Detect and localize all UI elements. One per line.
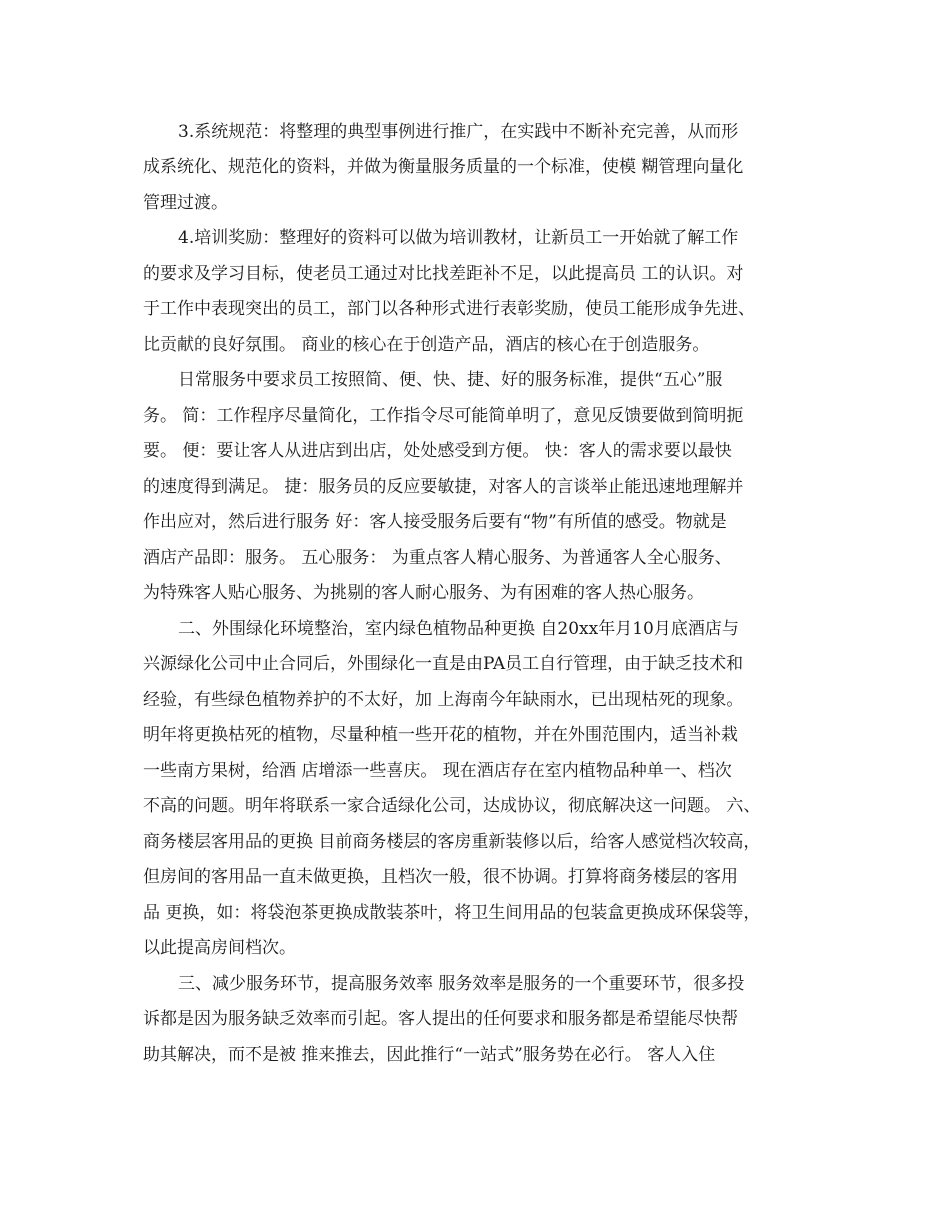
- text-line: 务。 简：工作程序尽量简化，工作指令尽可能简单明了，意见反馈要做到简明扼: [143, 406, 744, 426]
- text-line: 商务楼层客用品的更换 目前商务楼层的客房重新装修以后，给客人感觉档次较高，: [143, 832, 761, 852]
- text-line: 品 更换，如：将袋泡茶更换成散装茶叶，将卫生间用品的包装盒更换成环保袋等，: [143, 903, 761, 923]
- text-line: 要。 便：要让客人从进店到出店，处处感受到方便。 快：客人的需求要以最快: [143, 441, 732, 461]
- text-line: 作出应对，然后进行服务 好：客人接受服务后要有“物”有所值的感受。物就是: [143, 512, 727, 532]
- text-line: 管理过渡。: [143, 193, 228, 213]
- text-line: 一些南方果树，给酒 店增添一些喜庆。 现在酒店存在室内植物品种单一、档次: [143, 761, 732, 781]
- text-line: 的要求及学习目标，使老员工通过对比找差距补不足，以此提高员 工的认识。对: [143, 264, 744, 284]
- text-line: 的速度得到满足。 捷：服务员的反应要敏捷，对客人的言谈举止能迅速地理解并: [143, 477, 744, 497]
- text-line: 日常服务中要求员工按照简、便、快、捷、好的服务标准，提供“五心”服: [178, 370, 723, 390]
- text-line: 兴源绿化公司中止合同后，外围绿化一直是由PA员工自行管理，由于缺乏技术和: [143, 654, 744, 674]
- text-line: 三、减少服务环节，提高服务效率 服务效率是服务的一个重要环节，很多投: [178, 974, 745, 994]
- text-line: 于工作中表现突出的员工，部门以各种形式进行表彰奖励，使员工能形成争先进、: [143, 299, 755, 319]
- text-line: 酒店产品即：服务。 五心服务： 为重点客人精心服务、为普通客人全心服务、: [143, 548, 732, 568]
- text-line: 明年将更换枯死的植物，尽量种植一些开花的植物，并在外围范围内，适当补栽: [143, 725, 738, 745]
- text-line: 但房间的客用品一直未做更换，且档次一般，很不协调。打算将商务楼层的客用: [143, 867, 738, 887]
- text-line: 诉都是因为服务缺乏效率而引起。客人提出的任何要求和服务都是希望能尽快帮: [143, 1009, 738, 1029]
- text-line: 为特殊客人贴心服务、为挑剔的客人耐心服务、为有困难的客人热心服务。: [143, 583, 704, 603]
- text-line: 经验，有些绿色植物养护的不太好，加 上海南今年缺雨水，已出现枯死的现象。: [143, 690, 744, 710]
- text-line: 不高的问题。明年将联系一家合适绿化公司，达成协议，彻底解决这一问题。 六、: [143, 796, 761, 816]
- text-line: 助其解决，而不是被 推来推去，因此推行“一站式”服务势在必行。 客人入住: [143, 1045, 716, 1065]
- text-line: 比贡献的良好氛围。 商业的核心在于创造产品，酒店的核心在于创造服务。: [143, 335, 710, 355]
- text-line: 4.培训奖励：整理好的资料可以做为培训教材，让新员工一开始就了解工作: [178, 228, 739, 248]
- text-line: 以此提高房间档次。: [143, 938, 296, 958]
- text-line: 3.系统规范：将整理的典型事例进行推广，在实践中不断补充完善，从而形: [178, 122, 739, 142]
- text-line: 成系统化、规范化的资料，并做为衡量服务质量的一个标准，使模 糊管理向量化: [143, 157, 744, 177]
- text-line: 二、外围绿化环境整治，室内绿色植物品种更换 自20xx年月10月底酒店与: [178, 619, 739, 639]
